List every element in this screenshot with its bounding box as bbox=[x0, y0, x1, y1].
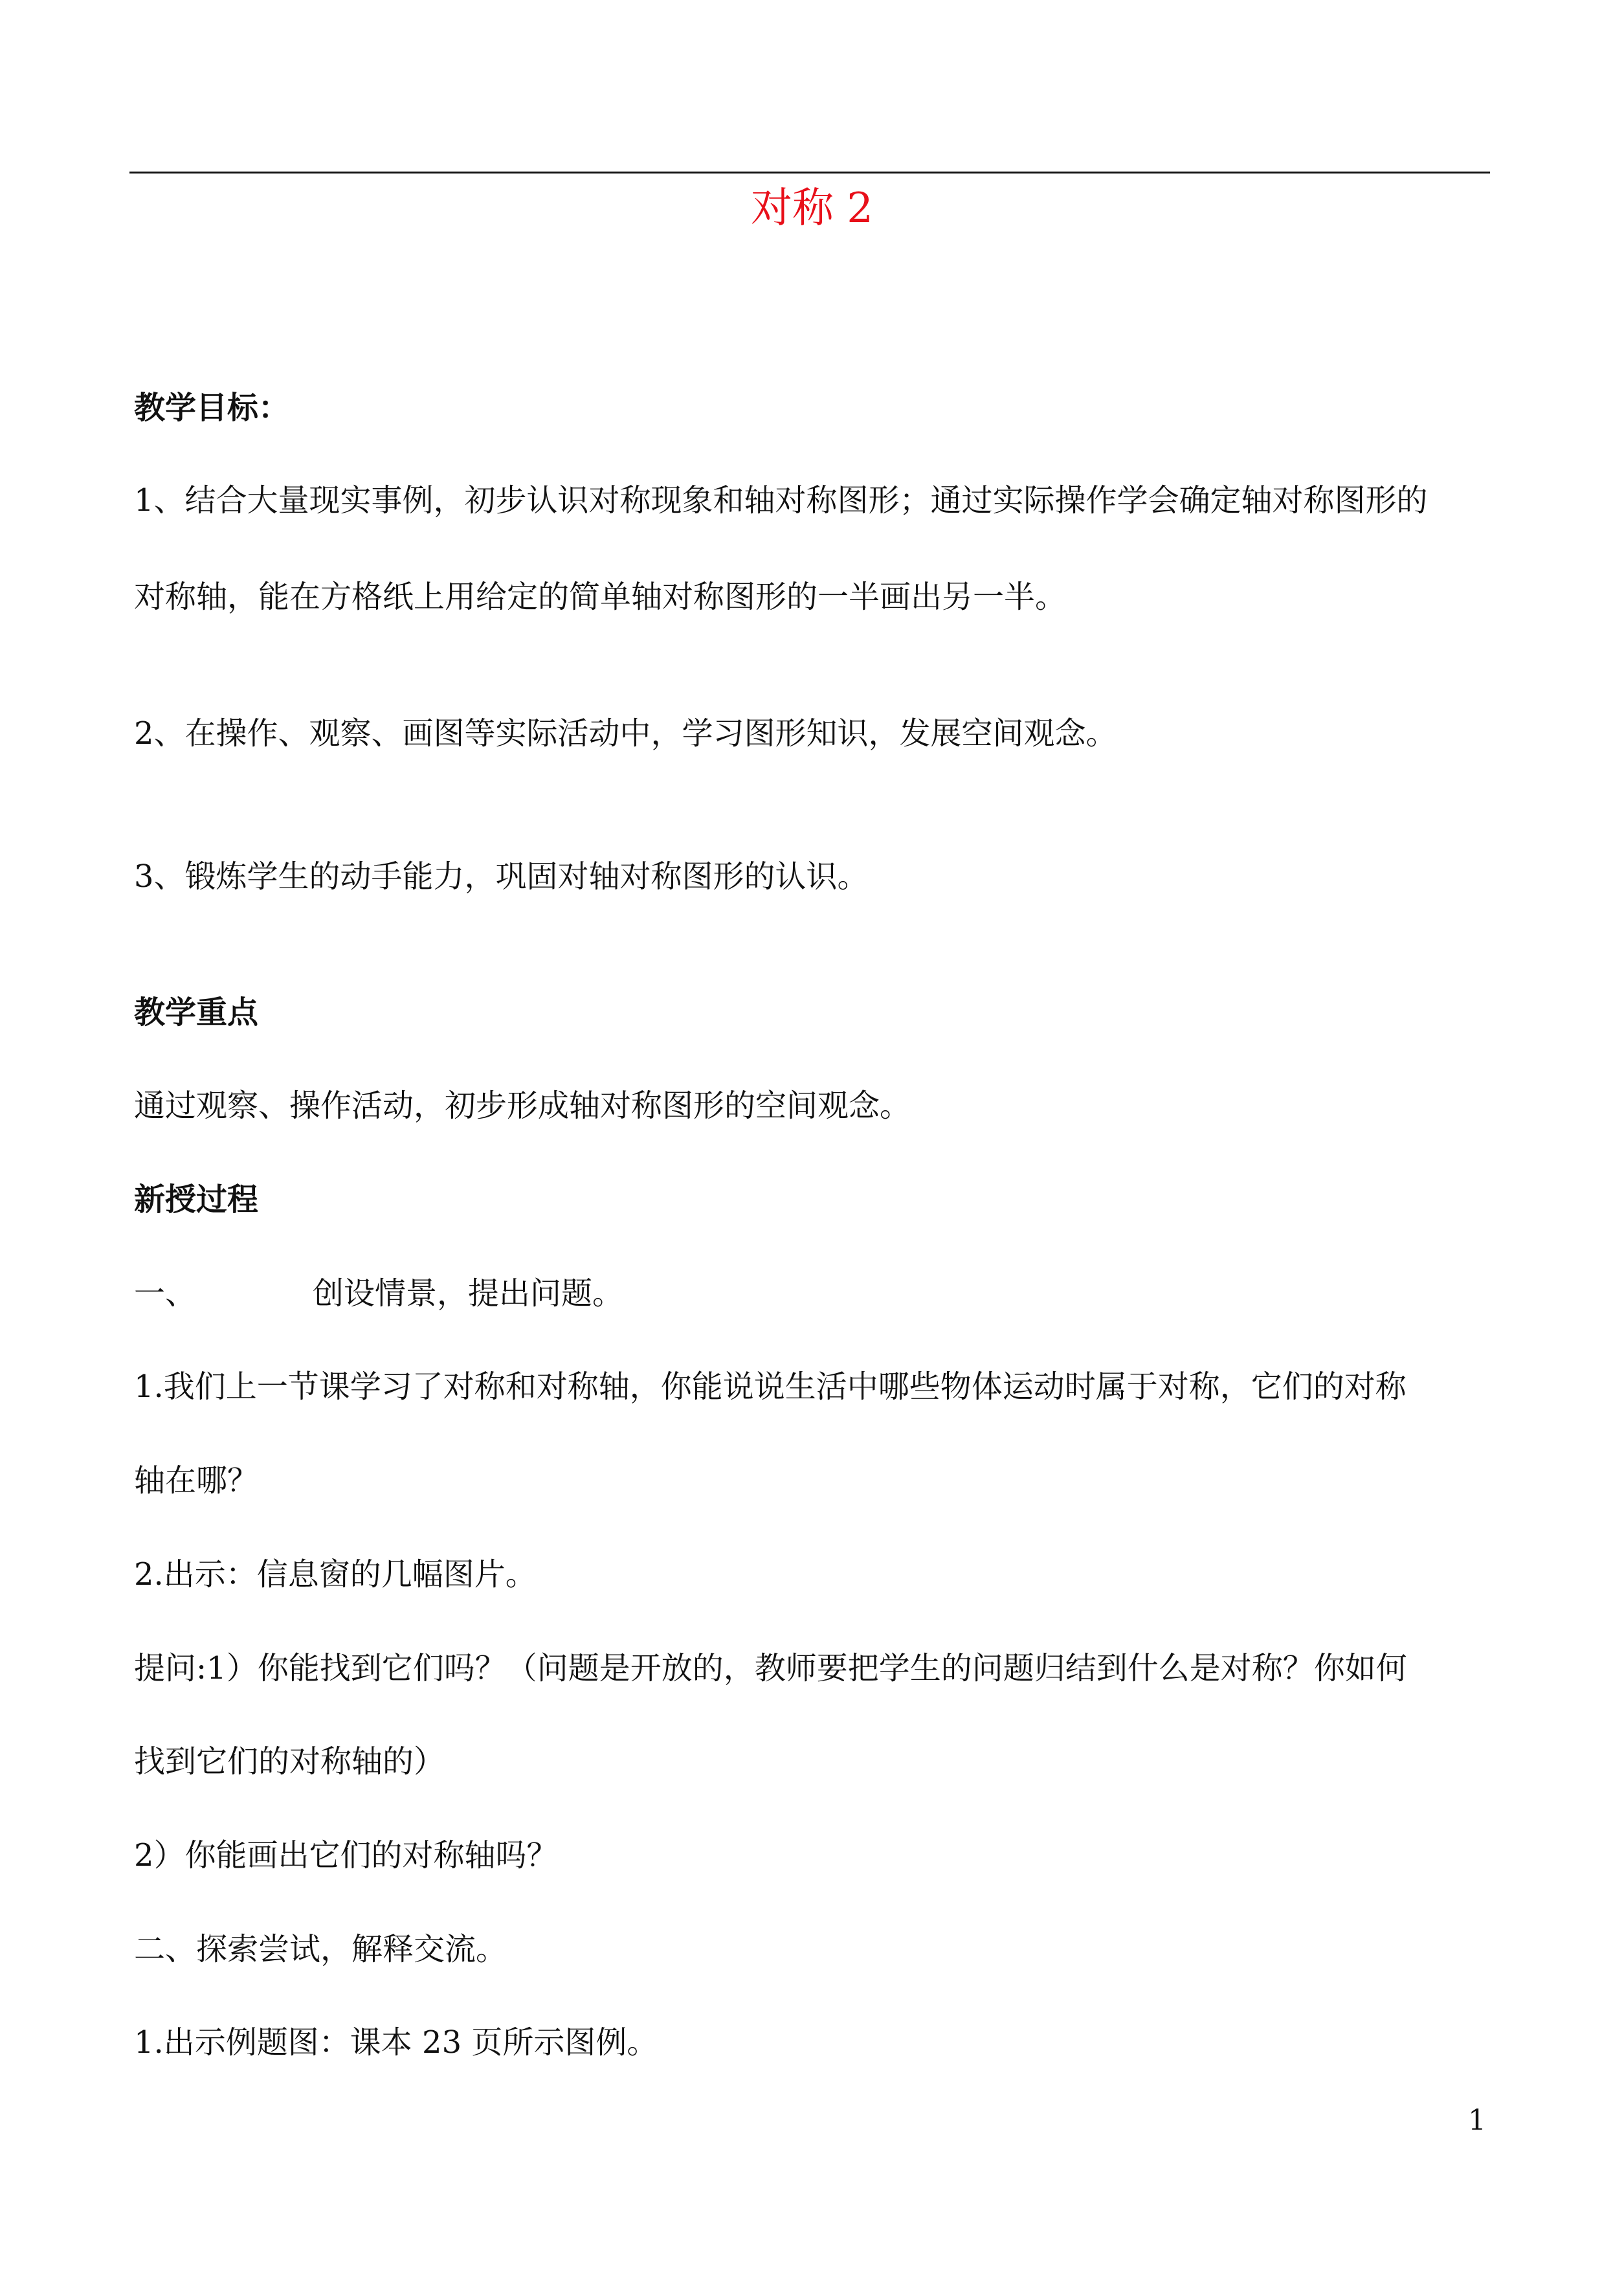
focus-text: 通过观察、操作活动，初步形成轴对称图形的空间观念。 bbox=[134, 1088, 911, 1124]
objective-1-line-1: 1、结合大量现实事例，初步认识对称现象和轴对称图形；通过实际操作学会确定轴对称图形的 bbox=[134, 482, 1428, 519]
objective-1-line-2: 对称轴，能在方格纸上用给定的简单轴对称图形的一半画出另一半。 bbox=[134, 579, 1067, 615]
document-title: 对称 2 bbox=[750, 185, 874, 232]
section-1-text: 创设情景，提出问题。 bbox=[313, 1275, 624, 1312]
item-3: 1.出示例题图：课本 23 页所示图例。 bbox=[134, 2024, 658, 2061]
process-heading: 新授过程 bbox=[134, 1181, 259, 1218]
objective-3: 3、锻炼学生的动手能力，巩固对轴对称图形的认识。 bbox=[134, 858, 869, 895]
section-1-number: 一、 bbox=[134, 1275, 197, 1312]
question-1-line-2: 找到它们的对称轴的） bbox=[134, 1743, 445, 1780]
objective-2: 2、在操作、观察、画图等实际活动中，学习图形知识，发展空间观念。 bbox=[134, 715, 1117, 752]
header-rule bbox=[129, 172, 1490, 173]
item-1-line-1: 1.我们上一节课学习了对称和对称轴，你能说说生活中哪些物体运动时属于对称，它们的对称 bbox=[134, 1369, 1407, 1405]
page-number: 1 bbox=[1468, 2104, 1486, 2137]
item-1-line-2: 轴在哪？ bbox=[134, 1462, 259, 1499]
objectives-heading: 教学目标： bbox=[134, 390, 290, 426]
section-1-heading bbox=[134, 1273, 623, 1314]
question-1-line-1: 提问:1）你能找到它们吗？（问题是开放的，教师要把学生的问题归结到什么是对称？你如何 bbox=[134, 1650, 1407, 1686]
section-2-heading: 二、探索尝试，解释交流。 bbox=[134, 1931, 507, 1967]
item-2: 2.出示：信息窗的几幅图片。 bbox=[134, 1556, 537, 1593]
question-2: 2）你能画出它们的对称轴吗？ bbox=[134, 1837, 558, 1874]
focus-heading: 教学重点 bbox=[134, 994, 259, 1031]
